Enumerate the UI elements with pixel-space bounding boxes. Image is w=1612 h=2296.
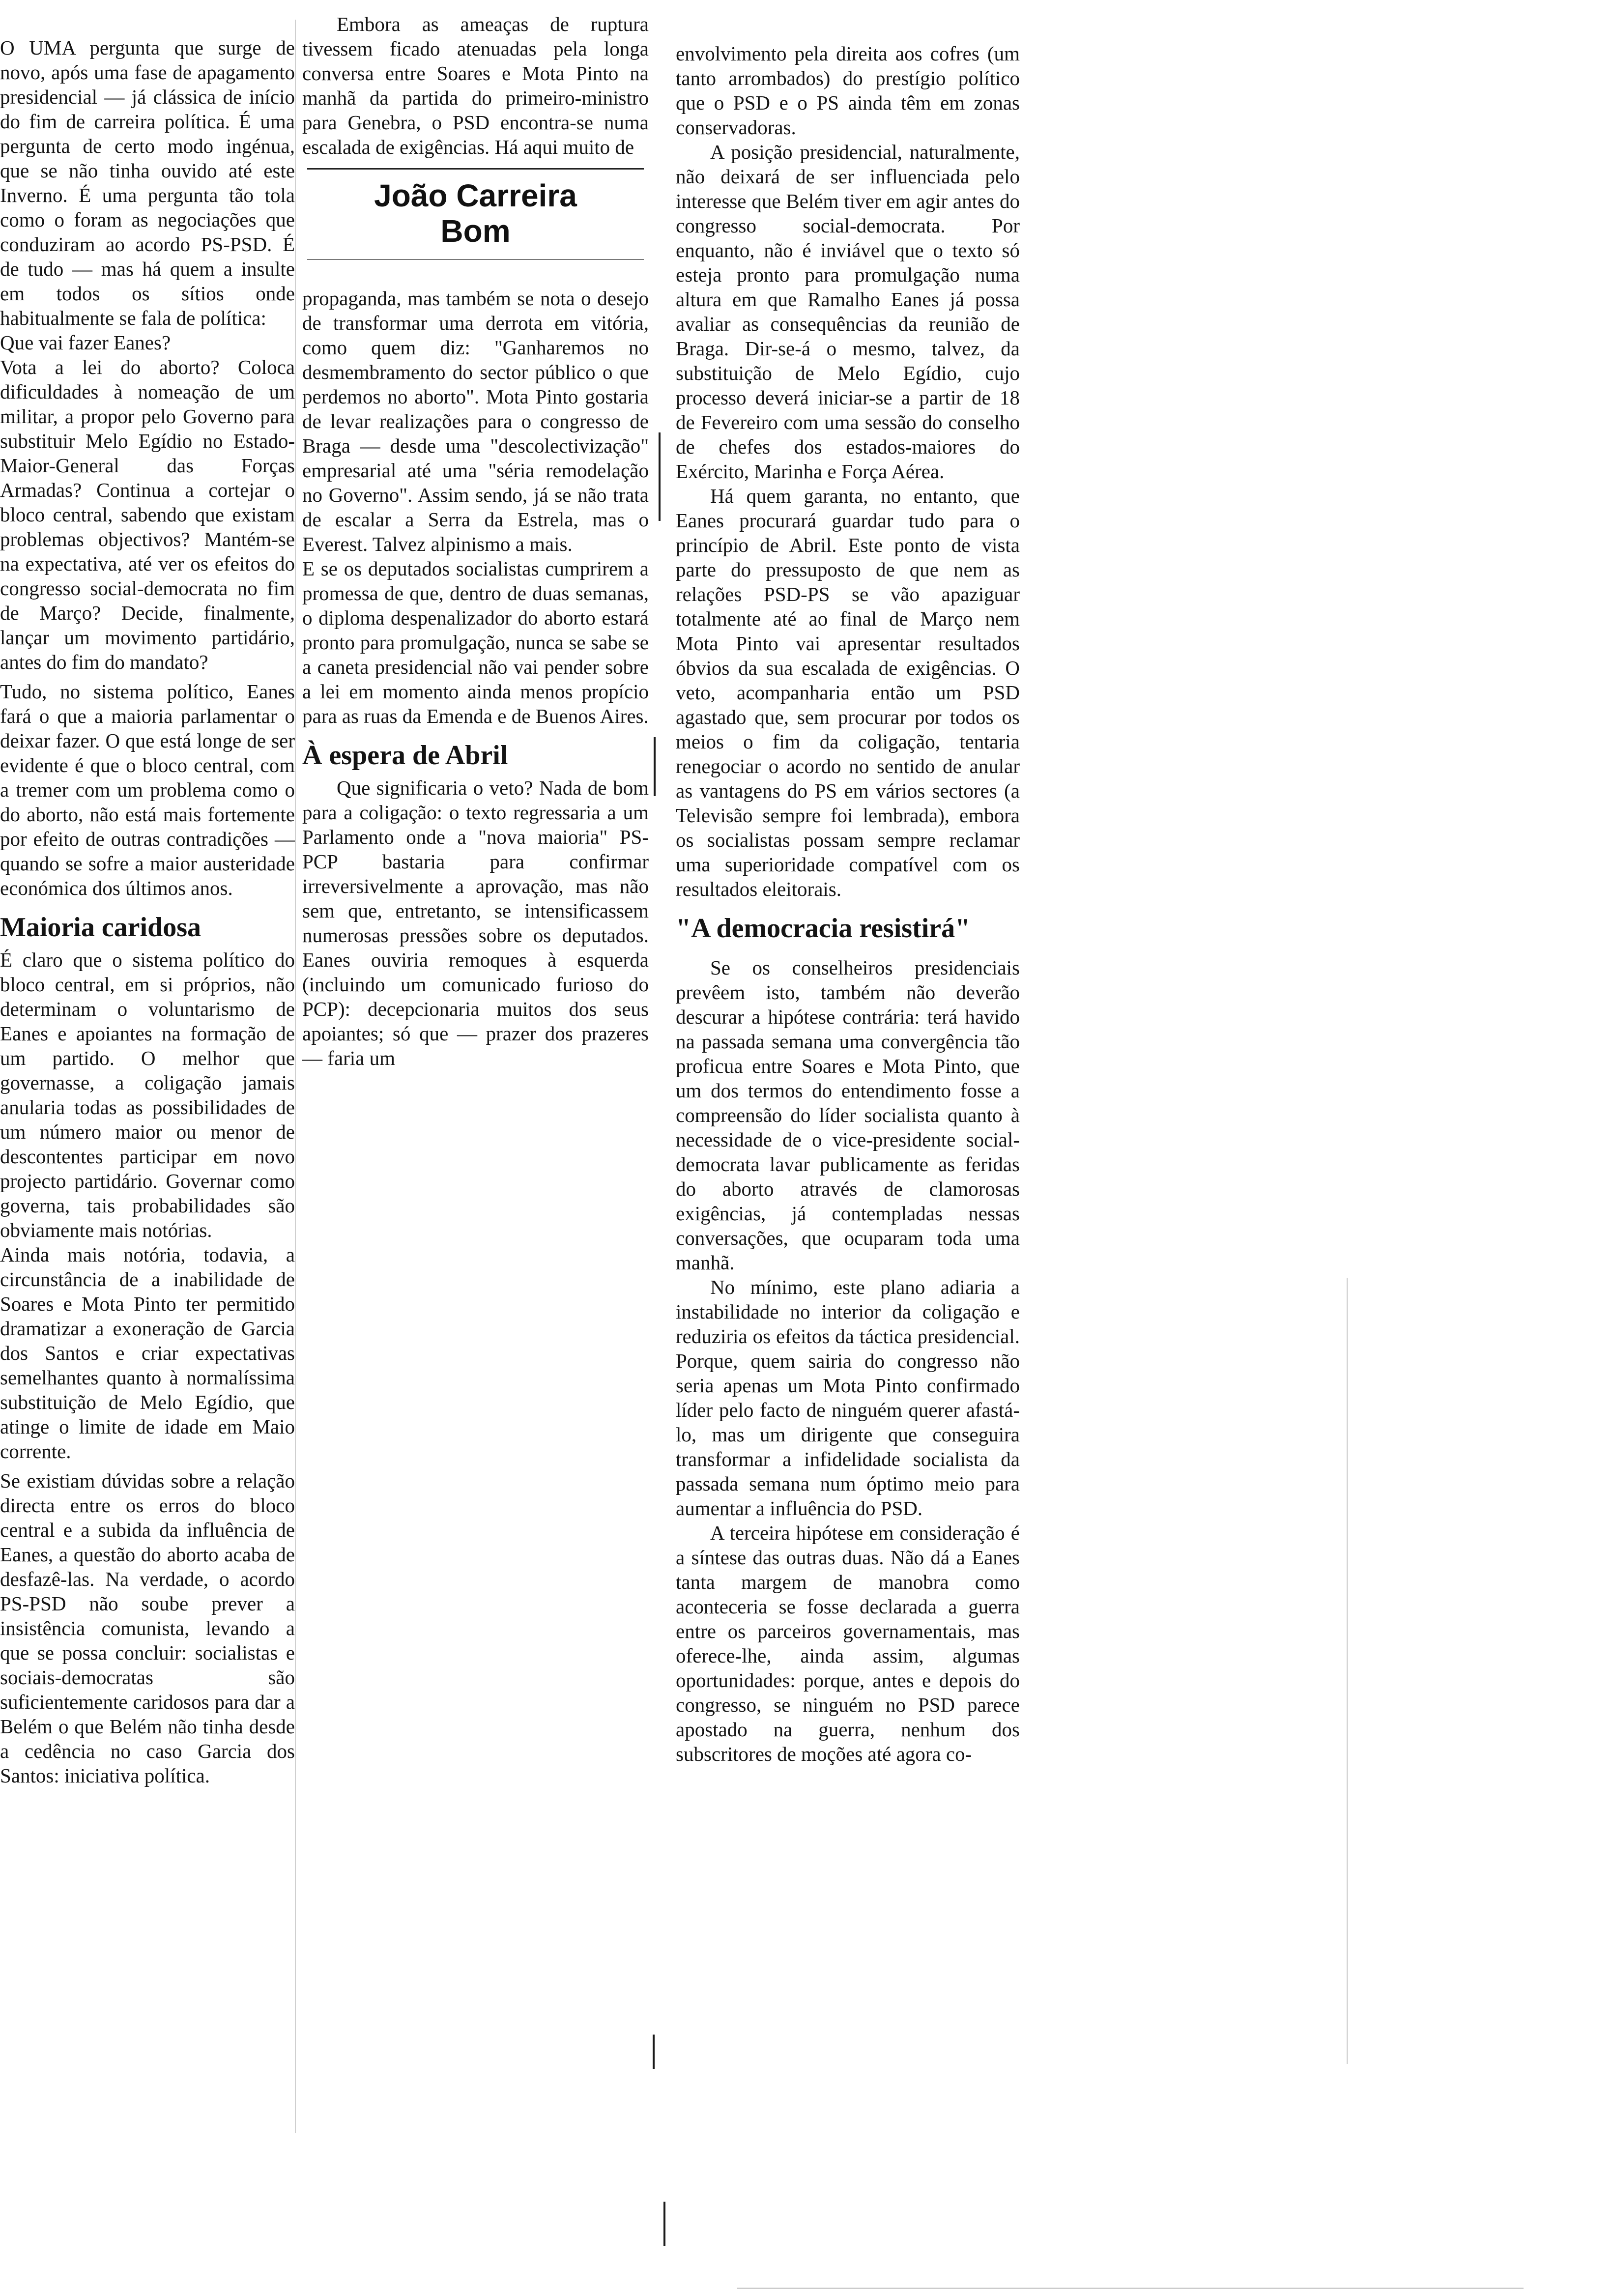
section-subhead: "A democracia resistirá" xyxy=(676,913,971,944)
article-column-2 xyxy=(302,0,649,1070)
column-rule xyxy=(659,432,661,521)
column-rule xyxy=(654,737,656,796)
section-subhead: Maioria caridosa xyxy=(0,912,202,943)
column-rule xyxy=(295,20,296,2133)
section-subhead: À espera de Abril xyxy=(302,740,508,771)
article-paragraph: Vota a lei do aborto? Coloca dificuldades à nomeação de um militar, a propor pelo Governo para substituir Melo Egídio no Estado-Maior-General das Forças Armadas? Continua a cortejar o bloco central, sabendo que existam problemas objectivos? Mantém-se na expectativa, até ver os efeitos do congresso social-democrata no fim de Março? Decide, finalmente, lançar um movimento partidário, antes do fim do mandato? xyxy=(0,356,295,673)
author-byline xyxy=(302,178,649,249)
byline-box xyxy=(302,163,649,286)
scan-noise xyxy=(737,2288,1524,2289)
article-column-1 xyxy=(0,0,295,1788)
article-paragraph: Embora as ameaças de ruptura tivessem ficado atenuadas pela longa conversa entre Soares e Mota Pinto na manhã da partida do primeiro-ministro para Genebra, o PSD encontra-se numa escalada de exigências. Há aqui muito de xyxy=(302,13,649,158)
author-byline-line: João Carreira xyxy=(374,178,577,213)
article-column-3 xyxy=(676,0,1020,1766)
column-rule xyxy=(663,2202,665,2246)
article-paragraph: Se existiam dúvidas sobre a relação directa entre os erros do bloco central e a subida da influência de Eanes, a questão do aborto acaba de desfazê-las. Na verdade, o acordo PS-PSD não soube prever a insistência comunista, levando a que se possa concluir: socialistas e sociais-democratas são suficientemente caridosos para dar a Belém o que Belém não tinha desde a cedência no caso Garcia dos Santos: iniciativa política. xyxy=(0,1469,295,1787)
article-paragraph: A terceira hipótese em consideração é a síntese das outras duas. Não dá a Eanes tanta margem de manobra como aconteceria se fosse declarada a guerra entre os parceiros governamentais, mas oferece-lhe, ainda assim, algumas oportunidades: porque, antes e depois do congresso, se ninguém no PSD parece apostado na guerra, nenhum dos subscritores de moções até agora co- xyxy=(676,1521,1020,1765)
article-paragraph: E se os deputados socialistas cumprirem a promessa de que, dentro de duas semanas, o diploma despenalizador do aborto estará pronto para promulgação, nunca se sabe se a caneta presidencial não vai pender sobre a lei em momento ainda menos propício para as ruas da Emenda e de Buenos Aires. xyxy=(302,557,649,727)
article-paragraph: O UMA pergunta que surge de novo, após uma fase de apagamento presidencial — já clássica de início do fim de carreira política. É uma pergunta de certo modo ingénua, que se não tinha ouvido até este Inverno. É uma pergunta tão tola como o foram as negociações que conduziram ao acordo PS-PSD. É de tudo — mas há quem a insulte em todos os sítios onde habitualmente se fala de política: xyxy=(0,36,295,329)
article-paragraph: No mínimo, este plano adiaria a instabilidade no interior da coligação e reduziria os efeitos da táctica presidencial. Porque, quem sairia do congresso não seria apenas um Mota Pinto confirmado líder pelo facto de ninguém querer afastá-lo, mas um dirigente que conseguira transformar a infidelidade socialista da passada semana num óptimo meio para aumentar a influência do PSD. xyxy=(676,1276,1020,1520)
byline-rule-top xyxy=(307,168,644,170)
article-paragraph: Tudo, no sistema político, Eanes fará o que a maioria parlamentar o deixar fazer. O que está longe de ser evidente é que o bloco central, com a tremer com um problema como o do aborto, não está mais fortemente por efeito de outras contradições — quando se sofre a maior austeridade económica dos últimos anos. xyxy=(0,680,295,899)
article-paragraph: Ainda mais notória, todavia, a circunstância de a inabilidade de Soares e Mota Pinto ter permitido dramatizar a exoneração de Garcia dos Santos e criar expectativas semelhantes quanto à normalíssima substituição de Melo Egídio, que atinge o limite de idade em Maio corrente. xyxy=(0,1243,295,1463)
article-paragraph: É claro que o sistema político do bloco central, em si próprios, não determinam o voluntarismo de Eanes e apoiantes na formação de um partido. O melhor que governasse, a coligação jamais anularia todas as possibilidades de um número maior ou menor de descontentes participar em novo projecto partidário. Governar como governa, tais probabilidades são obviamente mais notórias. xyxy=(0,948,295,1241)
article-paragraph: Que vai fazer Eanes? xyxy=(0,331,171,354)
article-paragraph: Que significaria o veto? Nada de bom para a coligação: o texto regressaria a um Parlamento onde a "nova maioria" PS-PCP bastaria para confirmar irreversivelmente a aprovação, mas não sem que, entretanto, se intensificassem numerosas pressões sobre os deputados. Eanes ouviria remoques à esquerda (incluindo um comunicado furioso do PCP): decepcionaria muitos dos seus apoiantes; só que — prazer dos prazeres — faria um xyxy=(302,776,649,1069)
article-paragraph: envolvimento pela direita aos cofres (um tanto arrombados) do prestígio político que o PSD e o PS ainda têm em zonas conservadoras. xyxy=(676,42,1020,139)
byline-rule-bottom xyxy=(307,259,644,260)
article-paragraph: Há quem garanta, no entanto, que Eanes procurará guardar tudo para o princípio de Abril. Este ponto de vista parte do pressuposto de que nem as relações PSD-PS se vão apaziguar totalmente até ao final de Março nem Mota Pinto vai apresentar resultados óbvios da sua escalada de exigências. O veto, acompanharia então um PSD agastado que, sem procurar por todos os meios o fim da coligação, tentaria renegociar o acordo no sentido de anular as vantagens do PS em vários sectores (a Televisão sempre foi lembrada), embora os socialistas possam sempre reclamar uma superioridade compatível com os resultados eleitorais. xyxy=(676,485,1020,900)
article-paragraph: Se os conselheiros presidenciais prevêem isto, também não deverão descurar a hipótese contrária: terá havido na passada semana uma convergência tão proficua entre Soares e Mota Pinto, que um dos termos do entendimento fosse a compreensão do líder socialista quanto à necessidade de o vice-presidente social-democrata lavar publicamente as feridas do aborto através de clamorosas exigências, já contempladas nessas conversações, que ocuparam toda uma manhã. xyxy=(676,956,1020,1274)
author-byline-line: Bom xyxy=(440,213,511,249)
column-rule xyxy=(653,2035,655,2069)
article-paragraph: propaganda, mas também se nota o desejo de transformar uma derrota em vitória, como quem diz: "Ganharemos no desmembramento do sector público o que perdemos no aborto". Mota Pinto gostaria de levar realizações para o congresso de Braga — desde uma "descolectivização" empresarial até uma "séria remodelação no Governo". Assim sendo, já se não trata de escalar a Serra da Estrela, mas o Everest. Talvez alpinismo a mais. xyxy=(302,287,649,555)
scan-noise xyxy=(1347,1278,1348,2064)
article-paragraph: A posição presidencial, naturalmente, não deixará de ser influenciada pelo interesse que Belém tiver em agir antes do congresso social-democrata. Por enquanto, não é inviável que o texto só esteja pronto para promulgação numa altura em que Ramalho Eanes já possa avaliar as consequências da reunião de Braga. Dir-se-á o mesmo, talvez, da substituição de Melo Egídio, cujo processo deverá iniciar-se a partir de 18 de Fevereiro com uma sessão do conselho de chefes dos estados-maiores do Exército, Marinha e Força Aérea. xyxy=(676,141,1020,483)
